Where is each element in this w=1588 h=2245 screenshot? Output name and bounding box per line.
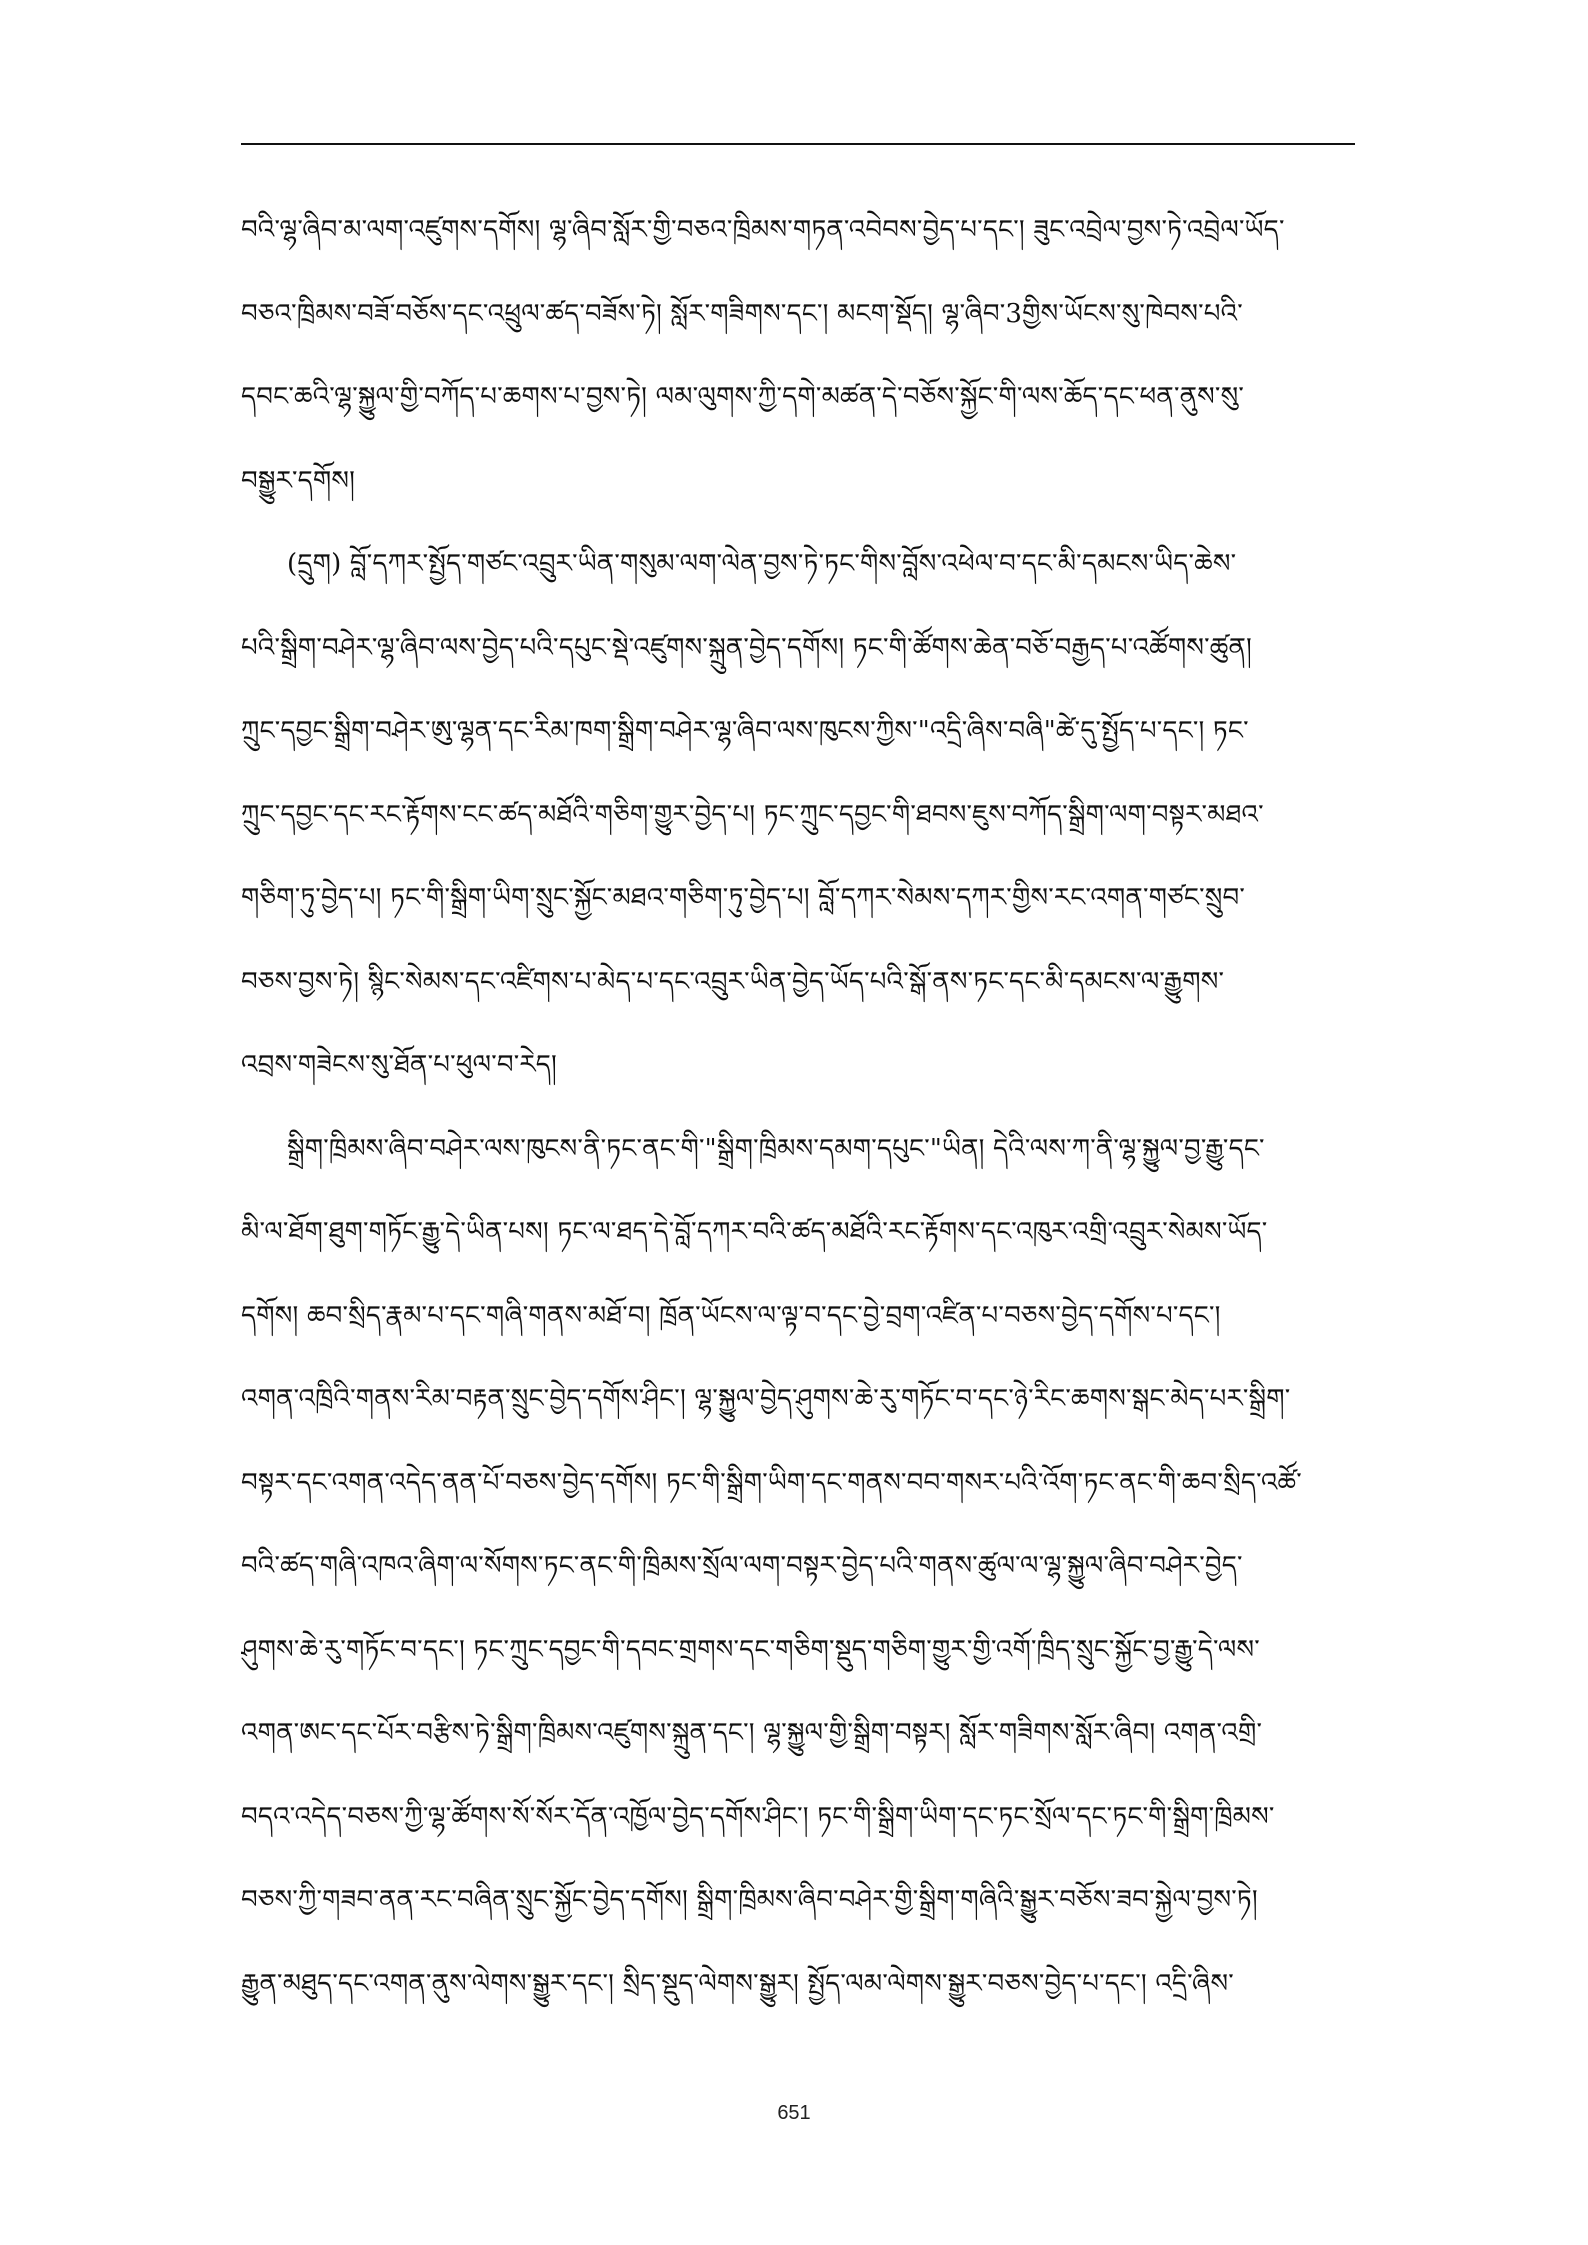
text-line: བསྟར་དང་འགན་འདེད་ནན་པོ་བཅས་བྱེད་དགོས། ཏང་གི་སྒྲིག་ཡིག་དང་གནས་བབ་གསར་པའི་འོག་ཏང་ནང་གི་ཆབ་སྲིད་འཚོ་ [241,1467,1302,1498]
text-line: ཀྲུང་དབྱང་དང་རང་རྟོགས་ངང་ཚད་མཐོའི་གཅིག་གྱུར་བྱེད་པ། ཏང་ཀྲུང་དབྱང་གི་ཐབས་ཇུས་བཀོད་སྒྲིག་ལག་བསྟར་མཐའ་ [241,799,1264,830]
text-line: བཅས་ཀྱི་གཟབ་ནན་རང་བཞིན་སྲུང་སྐྱོང་བྱེད་དགོས། སྒྲིག་ཁྲིམས་ཞིབ་བཤེར་གྱི་སྒྲིག་གཞིའི་སྒྱུར་བཅོས་ཟབ་སྐྱེལ་བྱས་ཏེ། [241,1885,1258,1915]
text-line: ཤུགས་ཆེ་རུ་གཏོང་བ་དང་། ཏང་ཀྲུང་དབྱང་གི་དབང་གྲགས་དང་གཅིག་སྡུད་གཅིག་གྱུར་གྱི་འགོ་ཁྲིད་སྲུང་སྐྱོང་བྱ་རྒྱུ་དེ་ལས་ [241,1634,1260,1665]
paragraph [241,205,1355,539]
paragraph [241,539,1355,1124]
text-line: འགན་འཁྲིའི་གནས་རིམ་བརྟན་སྲུང་བྱེད་དགོས་ཤིང་། ལྷ་སྐྱུལ་བྱེད་ཤུགས་ཆེ་རུ་གཏོང་བ་དང་ཉེ་རིང་ཆགས་སྒང་མེད་པར་སྒྲིག་ [241,1384,1291,1414]
text-line: དབང་ཆའི་ལྷ་སྐྱུལ་གྱི་བཀོད་པ་ཆགས་པ་བྱས་ཏེ། ལམ་ལུགས་ཀྱི་དགེ་མཚན་དེ་བཅོས་སྐྱོང་གི་ལས་ཆོད་དང་ཕན་ནུས་སུ་ [241,382,1244,412]
text-line: བཅའ་ཁྲིམས་བཟོ་བཅོས་དང་འཕྲུལ་ཚད་བཟོས་ཏེ། སློར་གཟིགས་དང་། མངག་སྡོད། ལྷ་ཞིབ་3གྱིས་ཡོངས་སུ་ཁེབས་པའི་ [241,298,1243,329]
text-line: དགོས། ཆབ་སྲིད་རྣམ་པ་དང་གཞི་གནས་མཐོ་བ། ཁྲོན་ཡོངས་ལ་ལྟ་བ་དང་བྱེ་བྲག་འཛིན་པ་བཅས་བྱེད་དགོས་པ་དང་། [241,1300,1221,1331]
text-line: བསྒྱུར་དགོས། [241,465,356,496]
text-line: (དྲུག) བློ་དཀར་སྤྱོད་གཙང་འབྲུར་ཡིན་གསུམ་ལག་ལེན་བྱས་ཏེ་ཏང་གིས་བློས་འཕེལ་བ་དང་མི་དམངས་ཡིད་ཆེས་ [287,549,1237,579]
text-line: བའི་ལྷ་ཞིབ་མ་ལག་འཛུགས་དགོས། ལྷ་ཞིབ་སློར་གྱི་བཅའ་ཁྲིམས་གཏན་འབེབས་བྱེད་པ་དང་། ཟུང་འབྲེལ་བྱས་ཏེ་འབྲེལ་ཡོད་ [241,215,1285,245]
text-line: པའི་སྒྲིག་བཤེར་ལྷ་ཞིབ་ལས་བྱེད་པའི་དཔུང་སྡེ་འཛུགས་སྐྲུན་བྱེད་དགོས། ཏང་གི་ཚོགས་ཆེན་བཅོ་བརྒྱད་པ་འཚོགས་ཚུན། [241,632,1253,663]
text-line: འགན་ཨང་དང་པོར་བརྩིས་ཏེ་སྒྲིག་ཁྲིམས་འཛུགས་སྐྲུན་དང་། ལྷ་སྐྱུལ་གྱི་སྒྲིག་བསྟར། སློར་གཟིགས་སློར་ཞིབ། འགན་འགྲི་ [241,1718,1263,1748]
text-line: འབྲས་གཟེངས་སུ་ཐོན་པ་ཕུལ་བ་རེད། [241,1050,558,1080]
text-line: བཅས་བྱས་ཏེ། སྙིང་སེམས་དང་འཛིགས་པ་མེད་པ་དང་འབྲུར་ཡིན་བྱེད་ཡོད་པའི་སྒོ་ནས་ཏང་དང་མི་དམངས་ལ་རྒྱུགས་ [241,966,1225,997]
text-line: གཅིག་ཏུ་བྱེད་པ། ཏང་གི་སྒྲིག་ཡིག་སྲུང་སྐྱོང་མཐའ་གཅིག་ཏུ་བྱེད་པ། བློ་དཀར་སེམས་དཀར་གྱིས་རང་འགན་གཙང་སྲུབ་ [241,883,1245,913]
paragraph [241,1124,1355,2043]
text-line: མི་ལ་ཐོག་ཐུག་གཏོང་རྒྱུ་དེ་ཡིན་པས། ཏང་ལ་ཐད་དེ་བློ་དཀར་བའི་ཚད་མཐོའི་རང་རྟོགས་དང་འཁུར་འགྲི་འབྲུར་སེམས་ཡོད་ [241,1217,1268,1247]
page-body [241,205,1355,2042]
text-line: བདའ་འདེད་བཅས་ཀྱི་ལྷ་ཚོགས་སོ་སོར་དོན་འཁྱོལ་བྱེད་དགོས་ཤིང་། ཏང་གི་སྒྲིག་ཡིག་དང་ཏང་སྲོལ་དང་ཏང་གི་སྒྲིག་ཁྲིམས་ [241,1801,1275,1832]
text-line: རྒྱུན་མཐུད་དང་འགན་ནུས་ལེགས་སྒྱུར་དང་། སྲིད་སྡུད་ལེགས་སྒྱུར། སྤྱོད་ལམ་ལེགས་སྒྱུར་བཅས་བྱེད་པ་དང་། འདྲི་ཞིས་ [241,1968,1234,1999]
header-rule [241,143,1355,145]
text-line: སྒྲིག་ཁྲིམས་ཞིབ་བཤེར་ལས་ཁུངས་ནི་ཏང་ནང་གི་"སྒྲིག་ཁྲིམས་དམག་དཔུང་"ཡིན། དེའི་ལས་ཀ་ནི་ལྷ་སྐྱུལ་བྱ་རྒྱུ་དང་ [287,1133,1265,1164]
text-line: ཀྲུང་དབྱང་སྒྲིག་བཤེར་ཨུ་ལྷན་དང་རིམ་ཁག་སྒྲིག་བཤེར་ལྷ་ཞིབ་ལས་ཁུངས་ཀྱིས་"འདྲི་ཞིས་བཞི"ཚེ་དུ་སྤྱོད་པ་དང་། ཏང་ [241,716,1249,746]
page-number: 651 [777,2102,811,2124]
text-line: བའི་ཚད་གཞི་འཁའ་ཞིག་ལ་སོགས་ཏང་ནང་གི་ཁྲིམས་སྲོལ་ལག་བསྟར་བྱེད་པའི་གནས་ཚུལ་ལ་ལྷ་སྐྱུལ་ཞིབ་བཤེར་བྱེད་ [241,1551,1243,1581]
